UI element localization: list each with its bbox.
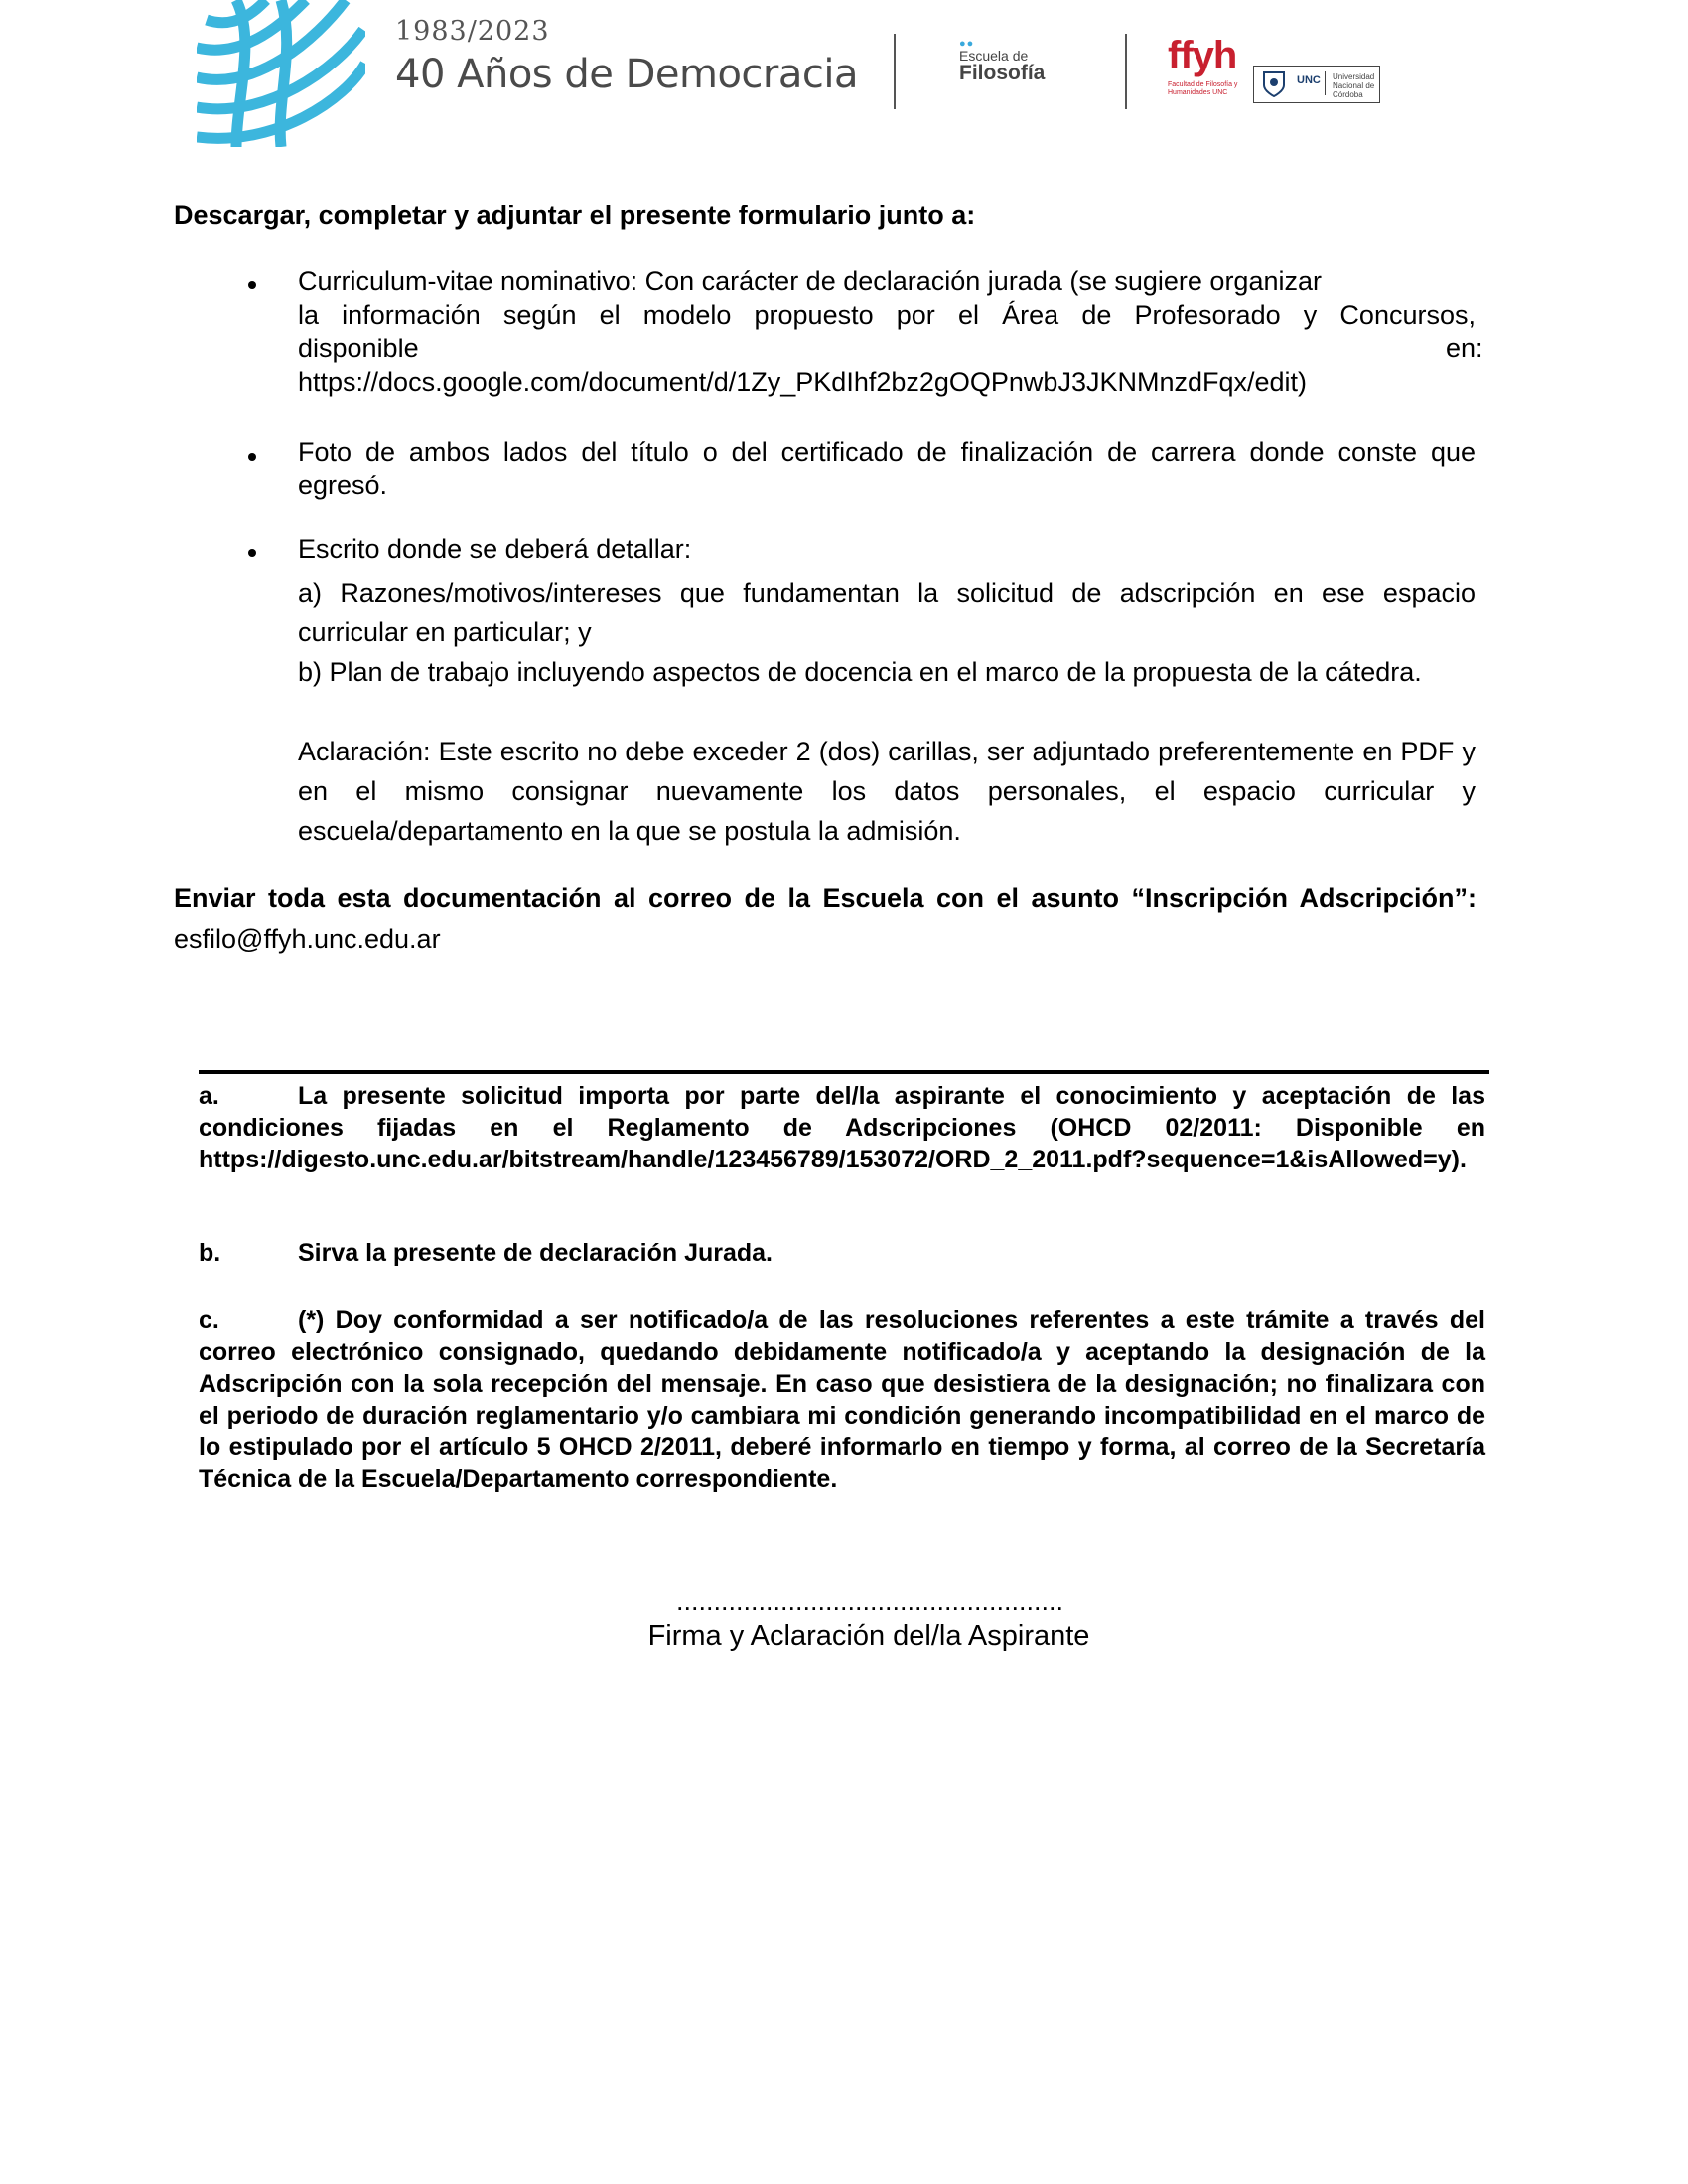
send-instructions	[174, 879, 1477, 960]
cv-item-line: disponible	[298, 334, 419, 363]
writing-item-heading: Escrito donde se deberá detallar:	[298, 534, 692, 564]
note-letter: c.	[199, 1306, 219, 1334]
send-instructions-bold: Enviar toda esta documentación al correo de la Escuela con el asunto “Inscripción Adscripción”:	[174, 884, 1477, 913]
cv-item-line: Curriculum-vitae nominativo: Con carácter de declaración jurada (se sugiere organizar	[298, 266, 1322, 296]
bullet-icon	[248, 549, 256, 557]
school-logo-dots-icon: ●●	[959, 38, 975, 50]
note-text: (*) Doy conformidad a ser notificado/a de las resoluciones referentes a este trámite a través del correo electrónico consignado, quedando debidamente notificado/a y aceptando la designación de la Adscripción con la sola recepción del mensaje. En caso que desistiera de la designación; no finalizara con el periodo de duración reglamentario y/o cambiara mi condición generando incompatibilidad en el marco de lo estipulado por el artículo 5 OHCD 2/2011, deberé informarlo en tiempo y forma, al correo de la Secretaría Técnica de la Escuela/Departamento correspondiente.	[199, 1306, 1485, 1493]
note-b	[199, 1237, 1485, 1269]
bullet-icon	[248, 453, 256, 461]
school-email-link[interactable]: esfilo@ffyh.unc.edu.ar	[174, 924, 441, 954]
faculty-logo: ffyh	[1168, 34, 1237, 77]
signature-line[interactable]: ....................................................	[675, 1586, 1064, 1616]
university-logo-divider	[1325, 71, 1326, 95]
university-seal-icon	[1261, 69, 1287, 97]
university-code: UNC	[1297, 74, 1321, 86]
cv-item-line: en:	[1446, 334, 1483, 363]
anniversary-title: 40 Años de Democracia	[395, 52, 858, 97]
notes-divider	[199, 1070, 1489, 1074]
note-text: La presente solicitud importa por parte del/la aspirante el conocimiento y aceptación de las condiciones fijadas en el Reglamento de Adscripciones (OHCD 02/2011: Disponible en https://digesto.unc.edu.ar/bitstream/handle/123456789/153072/ORD_2_2011.pdf?sequence=1&isAllowed=y).	[199, 1082, 1485, 1173]
cv-item-line: la información según el modelo propuesto por el Área de Profesorado y Concursos,	[298, 300, 1476, 330]
university-name: Universidad Nacional de Córdoba	[1333, 72, 1375, 99]
bullet-icon	[248, 281, 256, 289]
signature-label: Firma y Aclaración del/la Aspirante	[647, 1620, 1090, 1652]
school-label-small: Escuela de	[959, 48, 1029, 64]
note-letter: a.	[199, 1082, 219, 1110]
school-label-big: Filosofía	[959, 62, 1046, 84]
note-letter: b.	[199, 1239, 221, 1267]
writing-item-b: b) Plan de trabajo incluyendo aspectos de docencia en el marco de la propuesta de la cátedra.	[298, 657, 1422, 687]
note-a	[199, 1080, 1485, 1175]
note-c	[199, 1304, 1485, 1495]
writing-item-a: a) Razones/motivos/intereses que fundamentan la solicitud de adscripción en ese espacio curricular en particular; y	[298, 578, 1476, 647]
intro-heading: Descargar, completar y adjuntar el presente formulario junto a:	[174, 201, 976, 230]
cv-template-link[interactable]: https://docs.google.com/document/d/1Zy_PKdIhf2bz2gOQPnwbJ3JKNMnzdFqx/edit)	[298, 367, 1308, 397]
header-divider	[894, 34, 896, 109]
note-text: Sirva la presente de declaración Jurada.	[298, 1239, 774, 1267]
letterhead	[0, 0, 1688, 159]
anniversary-years: 1983/2023	[395, 16, 550, 47]
writing-item-note: Aclaración: Este escrito no debe exceder 2 (dos) carillas, ser adjuntado preferentemente en PDF y en el mismo consignar nuevamente los datos personales, el espacio curricular y escuela/departamento en la que se postula la admisión.	[298, 737, 1476, 846]
photo-item: Foto de ambos lados del título o del certificado de finalización de carrera donde conste que egresó.	[298, 437, 1476, 500]
faculty-logo-subtitle: Facultad de Filosofía y Humanidades UNC	[1168, 81, 1238, 96]
democracy-swirl-logo	[197, 0, 365, 147]
header-divider	[1125, 34, 1127, 109]
